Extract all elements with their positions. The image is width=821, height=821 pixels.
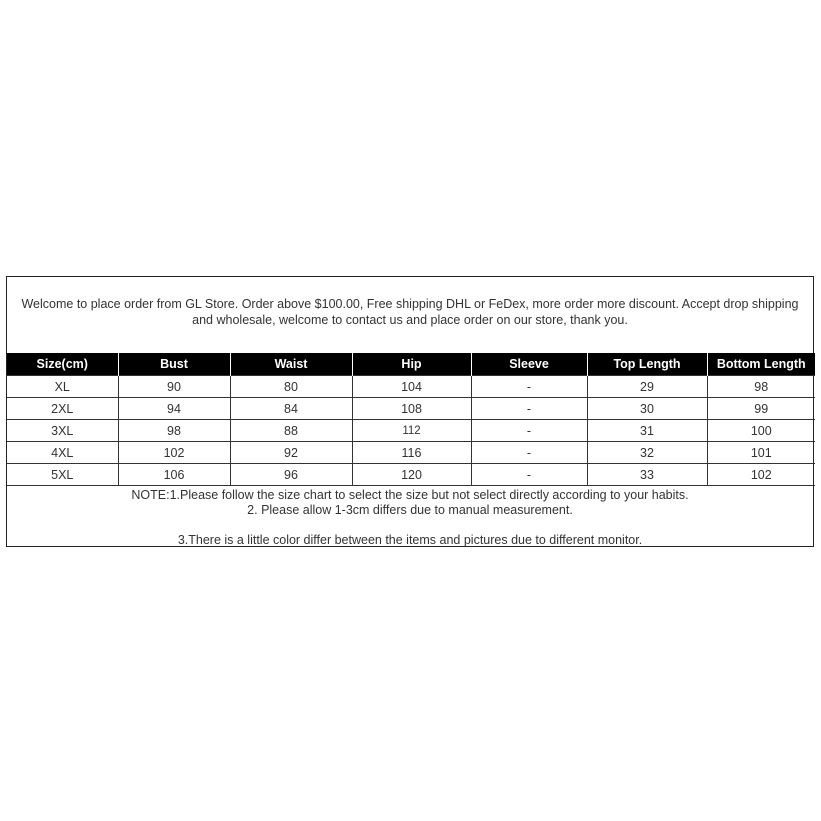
- cell-size: 3XL: [7, 420, 118, 442]
- note-line-3: 3.There is a little color differ between the items and pictures due to different monitor.: [177, 533, 643, 547]
- cell-bottom-length: 100: [707, 420, 815, 442]
- cell-top-length: 32: [587, 442, 707, 464]
- table-header-row: [7, 353, 815, 376]
- table-row: [7, 376, 815, 398]
- cell-size: 5XL: [7, 464, 118, 486]
- cell-bust: 102: [118, 442, 230, 464]
- cell-bust: 106: [118, 464, 230, 486]
- size-notes: [7, 486, 813, 548]
- size-chart-panel: [6, 276, 814, 547]
- cell-top-length: 29: [587, 376, 707, 398]
- cell-bust: 98: [118, 420, 230, 442]
- cell-sleeve: -: [471, 376, 587, 398]
- cell-bottom-length: 101: [707, 442, 815, 464]
- cell-bust: 94: [118, 398, 230, 420]
- cell-size: 4XL: [7, 442, 118, 464]
- cell-size: XL: [7, 376, 118, 398]
- cell-hip: 112: [352, 420, 471, 442]
- cell-waist: 92: [230, 442, 352, 464]
- cell-waist: 84: [230, 398, 352, 420]
- cell-bottom-length: 102: [707, 464, 815, 486]
- cell-bottom-length: 99: [707, 398, 815, 420]
- note-line-2: 2. Please allow 1-3cm differs due to manual measurement.: [247, 503, 573, 517]
- cell-waist: 80: [230, 376, 352, 398]
- cell-hip: 104: [352, 376, 471, 398]
- table-row: [7, 464, 815, 486]
- cell-hip: 116: [352, 442, 471, 464]
- cell-top-length: 30: [587, 398, 707, 420]
- cell-hip: 108: [352, 398, 471, 420]
- column-header-bottom-length: Bottom Length: [707, 353, 815, 376]
- cell-top-length: 31: [587, 420, 707, 442]
- cell-size: 2XL: [7, 398, 118, 420]
- cell-bust: 90: [118, 376, 230, 398]
- store-welcome-text: Welcome to place order from GL Store. Order above $100.00, Free shipping DHL or FeDex, more order more discount. Accept drop shipping and wholesale, welcome to contact us and place order on our store, thank you.: [21, 297, 799, 327]
- note-line-1: NOTE:1.Please follow the size chart to select the size but not select directly according to your habits.: [131, 488, 689, 502]
- column-header-size: Size(cm): [7, 353, 118, 376]
- cell-sleeve: -: [471, 420, 587, 442]
- column-header-sleeve: Sleeve: [471, 353, 587, 376]
- table-row: [7, 420, 815, 442]
- table-row: [7, 398, 815, 420]
- cell-sleeve: -: [471, 442, 587, 464]
- cell-waist: 96: [230, 464, 352, 486]
- cell-sleeve: -: [471, 398, 587, 420]
- column-header-bust: Bust: [118, 353, 230, 376]
- cell-waist: 88: [230, 420, 352, 442]
- column-header-top-length: Top Length: [587, 353, 707, 376]
- column-header-waist: Waist: [230, 353, 352, 376]
- note-spacer: [7, 518, 813, 533]
- table-row: [7, 442, 815, 464]
- cell-sleeve: -: [471, 464, 587, 486]
- cell-hip: 120: [352, 464, 471, 486]
- size-table: [7, 353, 815, 486]
- column-header-hip: Hip: [352, 353, 471, 376]
- cell-top-length: 33: [587, 464, 707, 486]
- cell-bottom-length: 98: [707, 376, 815, 398]
